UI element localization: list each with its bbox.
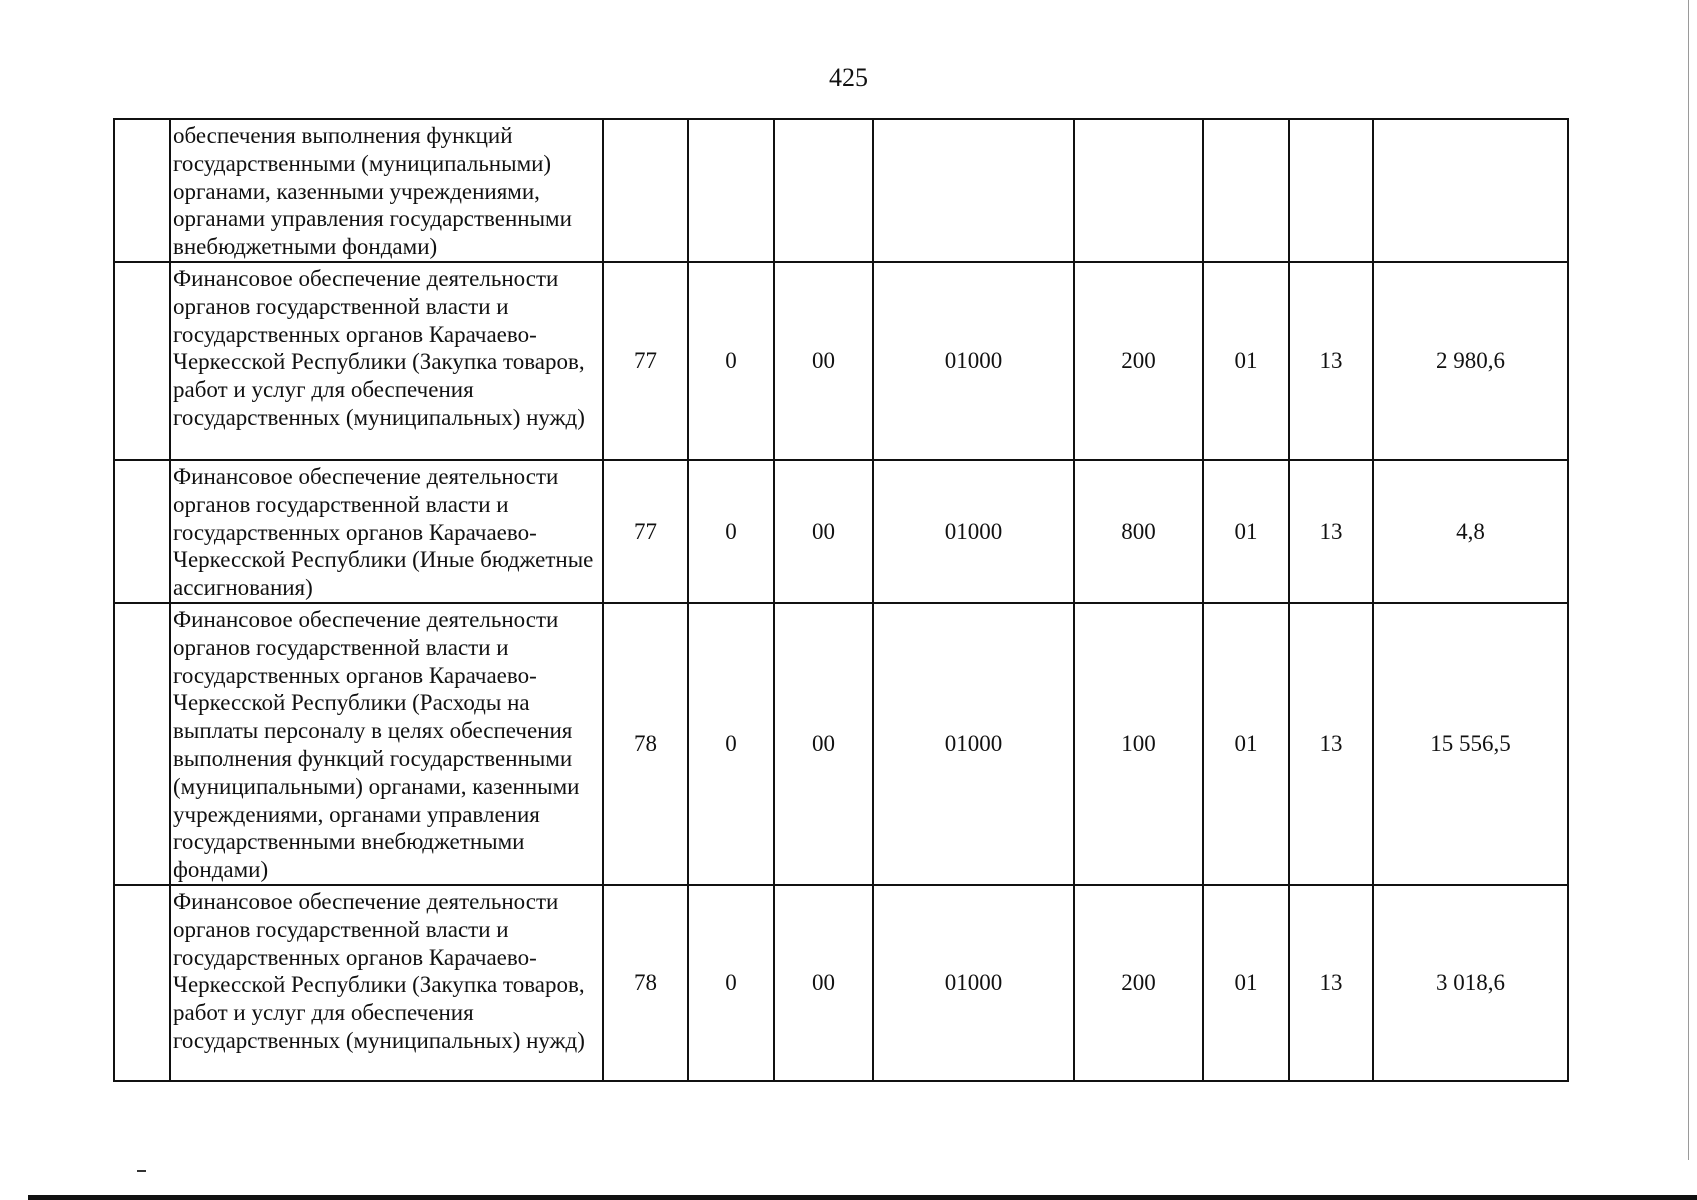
- code-cell: 01000: [873, 460, 1074, 603]
- code-cell: 0: [688, 460, 774, 603]
- amount-cell: 4,8: [1373, 460, 1568, 603]
- code-cell: [873, 119, 1074, 262]
- code-cell: 200: [1074, 262, 1203, 460]
- code-cell: 00: [774, 262, 873, 460]
- code-cell: [774, 119, 873, 262]
- code-cell: 00: [774, 885, 873, 1081]
- description-cell: Финансовое обеспечение деятельности органов государственной власти и государственных органов Карачаево-Черкесской Республики (Расходы на выплаты персоналу в целях обеспечения выполнения функций государственными (муниципальными) органами, казенными учреждениями, органами управления государственными внебюджетными фондами): [170, 603, 603, 885]
- table-row: [114, 119, 1568, 262]
- code-cell: 13: [1289, 262, 1373, 460]
- code-cell: 78: [603, 603, 688, 885]
- code-cell: 00: [774, 603, 873, 885]
- row-index-cell: [114, 885, 170, 1081]
- table-row: [114, 460, 1568, 603]
- budget-table: [113, 118, 1569, 1082]
- row-index-cell: [114, 119, 170, 262]
- description-cell: Финансовое обеспечение деятельности органов государственной власти и государственных органов Карачаево-Черкесской Республики (Закупка товаров, работ и услуг для обеспечения государственных (муниципальных) нужд): [170, 262, 603, 460]
- code-cell: 13: [1289, 460, 1373, 603]
- table-row: [114, 885, 1568, 1081]
- table-row: [114, 603, 1568, 885]
- code-cell: 77: [603, 262, 688, 460]
- code-cell: 01: [1203, 460, 1289, 603]
- amount-cell: 15 556,5: [1373, 603, 1568, 885]
- code-cell: 01: [1203, 262, 1289, 460]
- code-cell: 800: [1074, 460, 1203, 603]
- code-cell: 200: [1074, 885, 1203, 1081]
- code-cell: 100: [1074, 603, 1203, 885]
- amount-cell: [1373, 119, 1568, 262]
- code-cell: 01000: [873, 603, 1074, 885]
- description-cell: Финансовое обеспечение деятельности органов государственной власти и государственных органов Карачаево-Черкесской Республики (Иные бюджетные ассигнования): [170, 460, 603, 603]
- code-cell: [688, 119, 774, 262]
- amount-cell: 3 018,6: [1373, 885, 1568, 1081]
- code-cell: [1074, 119, 1203, 262]
- table-row: [114, 262, 1568, 460]
- code-cell: 00: [774, 460, 873, 603]
- row-index-cell: [114, 262, 170, 460]
- row-index-cell: [114, 460, 170, 603]
- scan-edge-line: [1688, 0, 1689, 1160]
- code-cell: 01000: [873, 885, 1074, 1081]
- code-cell: 0: [688, 885, 774, 1081]
- code-cell: 01: [1203, 603, 1289, 885]
- code-cell: 13: [1289, 885, 1373, 1081]
- page-number: 425: [829, 63, 868, 92]
- code-cell: 0: [688, 262, 774, 460]
- amount-cell: 2 980,6: [1373, 262, 1568, 460]
- code-cell: [603, 119, 688, 262]
- bottom-scan-border: [28, 1195, 1697, 1200]
- code-cell: 0: [688, 603, 774, 885]
- code-cell: 01000: [873, 262, 1074, 460]
- scan-artifact-mark: [137, 1170, 146, 1172]
- code-cell: [1289, 119, 1373, 262]
- code-cell: 01: [1203, 885, 1289, 1081]
- code-cell: 78: [603, 885, 688, 1081]
- code-cell: [1203, 119, 1289, 262]
- description-cell: обеспечения выполнения функций государственными (муниципальными) органами, казенными учреждениями, органами управления государственными внебюджетными фондами): [170, 119, 603, 262]
- code-cell: 13: [1289, 603, 1373, 885]
- row-index-cell: [114, 603, 170, 885]
- code-cell: 77: [603, 460, 688, 603]
- description-cell: Финансовое обеспечение деятельности органов государственной власти и государственных органов Карачаево-Черкесской Республики (Закупка товаров, работ и услуг для обеспечения государственных (муниципальных) нужд): [170, 885, 603, 1081]
